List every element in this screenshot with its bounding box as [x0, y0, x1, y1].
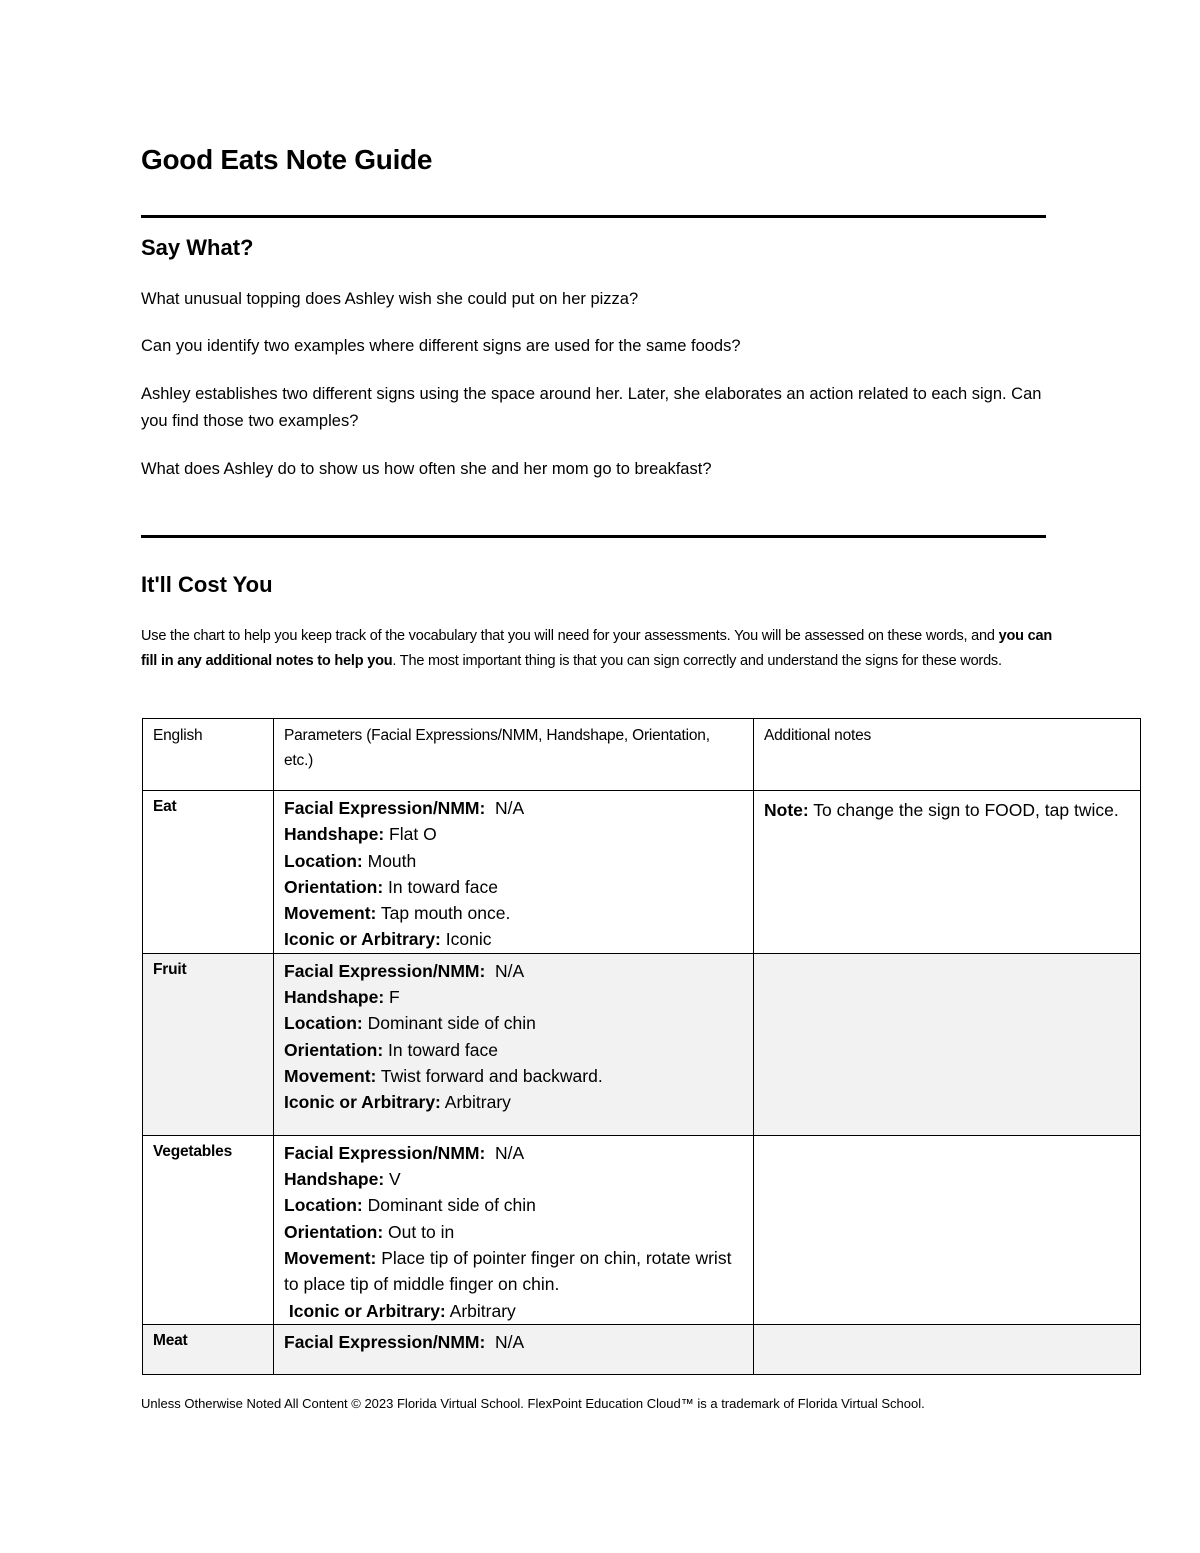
- notes-cell[interactable]: Note: To change the sign to FOOD, tap twice.: [754, 791, 1141, 954]
- header-cell-english: English: [143, 719, 274, 791]
- section-heading-say-what: Say What?: [141, 235, 254, 260]
- english-cell: Fruit: [143, 953, 274, 1135]
- question-4: What does Ashley do to show us how often she and her mom go to breakfast?: [141, 460, 712, 478]
- notes-cell[interactable]: [754, 1135, 1141, 1324]
- parameters-cell: Facial Expression/NMM: N/A Handshape: V Location: Dominant side of chin Orientation: Out to in Movement: Place tip of pointer finger on chin, rotate wrist to place tip of middle finger on chin. Iconic or Arbitrary: Arbitrary: [274, 1135, 754, 1324]
- english-cell: Meat: [143, 1324, 274, 1374]
- instructions-text-1: Use the chart to help you keep track of the vocabulary that you will need for your assessments. You will be assessed on these words, and: [141, 628, 999, 644]
- page-title: Good Eats Note Guide: [141, 144, 433, 175]
- question-2: Can you identify two examples where different signs are used for the same foods?: [141, 337, 741, 355]
- table-row: [143, 1324, 1141, 1374]
- table-header-row: [143, 719, 1141, 791]
- divider-line-1: [141, 215, 1046, 218]
- parameters-cell: Facial Expression/NMM: N/A: [274, 1324, 754, 1374]
- question-1: What unusual topping does Ashley wish she could put on her pizza?: [141, 290, 639, 308]
- divider-line-2: [141, 535, 1046, 538]
- english-cell: Eat: [143, 791, 274, 954]
- section-heading-cost: It'll Cost You: [141, 572, 273, 597]
- table-row: [143, 1135, 1141, 1324]
- question-3: Ashley establishes two different signs using the space around her. Later, she elaborates an action related to each sign. Can you find those two examples?: [141, 385, 1042, 430]
- english-cell: Vegetables: [143, 1135, 274, 1324]
- vocabulary-table: [142, 718, 1141, 1375]
- instructions-text-2: . The most important thing is that you can sign correctly and understand the signs for these words.: [392, 653, 1002, 669]
- header-cell-notes: Additional notes: [754, 719, 1141, 791]
- table-row: [143, 953, 1141, 1135]
- instructions-text-bold: you can fill in any additional notes to help you: [141, 628, 1053, 669]
- notes-cell[interactable]: [754, 1324, 1141, 1374]
- copyright-footer: Unless Otherwise Noted All Content © 2023 Florida Virtual School. FlexPoint Education Cloud™ is a trademark of Florida Virtual School.: [141, 1396, 925, 1411]
- parameters-cell: Facial Expression/NMM: N/A Handshape: Flat O Location: Mouth Orientation: In toward face Movement: Tap mouth once. Iconic or Arbitrary: Iconic: [274, 791, 754, 954]
- parameters-cell: Facial Expression/NMM: N/A Handshape: F Location: Dominant side of chin Orientation: In toward face Movement: Twist forward and backward. Iconic or Arbitrary: Arbitrary: [274, 953, 754, 1135]
- chart-instructions: [141, 624, 1061, 674]
- header-cell-parameters: Parameters (Facial Expressions/NMM, Handshape, Orientation, etc.): [274, 719, 754, 791]
- table-row: [143, 791, 1141, 954]
- notes-cell[interactable]: [754, 953, 1141, 1135]
